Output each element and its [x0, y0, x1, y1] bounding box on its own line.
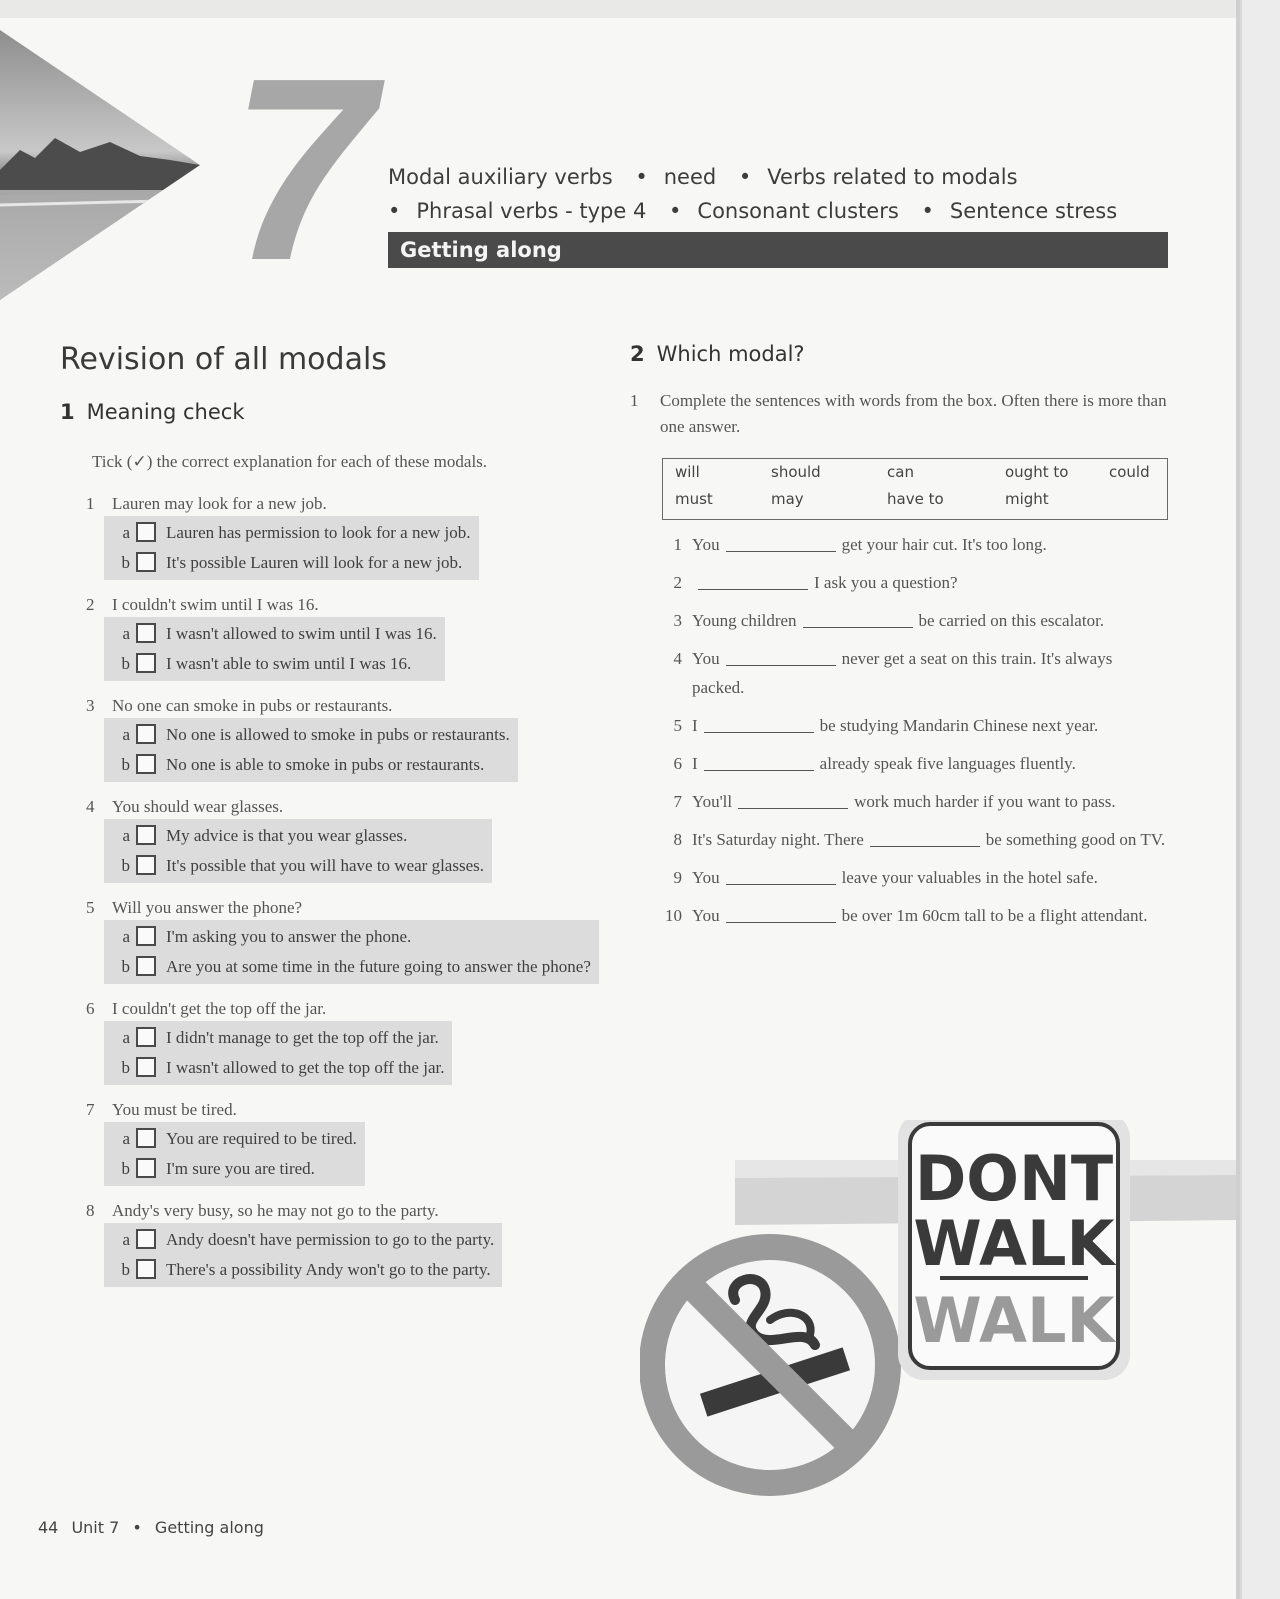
option-text: No one is allowed to smoke in pubs or restaurants. — [166, 725, 510, 744]
meaning-check-item — [82, 795, 612, 883]
sentence-before: You — [692, 535, 720, 554]
sign-dont-text: DONT — [914, 1142, 1114, 1215]
sentence-after: be something good on TV. — [985, 830, 1166, 849]
item-number: 1 — [86, 494, 95, 513]
sentence-text — [692, 863, 1098, 892]
word-box-item: have to — [887, 490, 944, 508]
option-b — [110, 649, 437, 679]
option-b — [110, 952, 591, 982]
sign-walk-alt-text: WALK — [913, 1284, 1115, 1357]
word-box-item: ought to — [1005, 463, 1069, 481]
meaning-check-item — [82, 1098, 612, 1186]
option-b — [110, 1154, 357, 1184]
sentence-number: 4 — [673, 649, 682, 668]
option-letter: a — [122, 624, 130, 643]
sentence-number: 1 — [673, 535, 682, 554]
topics-row-1 — [388, 160, 1168, 194]
instruction-text: Complete the sentences with words from the box. Often there is more than one answer. — [660, 391, 1167, 436]
option-letter: b — [121, 1058, 130, 1077]
option-letter: a — [122, 1028, 130, 1047]
option-letter: b — [121, 856, 130, 875]
item-options — [104, 617, 445, 681]
sentence-number: 10 — [665, 906, 682, 925]
option-a — [110, 821, 484, 851]
option-b — [110, 851, 484, 881]
topic-item: need — [663, 165, 717, 189]
option-letter: b — [121, 1260, 130, 1279]
sentence-number: 7 — [673, 792, 682, 811]
option-letter: b — [121, 755, 130, 774]
sentence-before: I — [692, 716, 698, 735]
option-text: Lauren has permission to look for a new job. — [166, 523, 471, 542]
sentence-text — [692, 825, 1165, 854]
tick-checkbox[interactable] — [136, 1128, 156, 1148]
bullet-icon: • — [738, 165, 752, 189]
gap-sentence — [652, 644, 1168, 702]
word-box-item: may — [771, 490, 804, 508]
item-sentence: I couldn't swim until I was 16. — [112, 595, 319, 614]
sentence-after: already speak five languages fluently. — [819, 754, 1076, 773]
sentence-before: You — [692, 868, 720, 887]
top-margin — [0, 0, 1240, 18]
dont-walk-sign-icon — [898, 1120, 1130, 1380]
item-options — [104, 1223, 502, 1287]
item-stem — [82, 1199, 612, 1223]
bullet-icon: • — [132, 1518, 142, 1537]
item-number: 6 — [86, 999, 95, 1018]
sentence-after: work much harder if you want to pass. — [854, 792, 1116, 811]
topic-item: Verbs related to modals — [767, 165, 1018, 189]
gap-sentence — [652, 606, 1168, 635]
item-sentence: Will you answer the phone? — [112, 898, 303, 917]
option-letter: b — [121, 553, 130, 572]
option-text: I wasn't allowed to swim until I was 16. — [166, 624, 437, 643]
unit-topics — [388, 160, 1168, 228]
gap-sentence — [652, 825, 1168, 854]
exercise-title: Meaning check — [86, 400, 245, 424]
meaning-check-list — [82, 492, 612, 1300]
item-options — [104, 920, 599, 984]
gap-sentence — [652, 863, 1168, 892]
exercise-number: 1 — [60, 400, 75, 424]
option-text: No one is able to smoke in pubs or restaurants. — [166, 755, 485, 774]
option-text: Are you at some time in the future going to answer the phone? — [166, 957, 591, 976]
item-sentence: Lauren may look for a new job. — [112, 494, 327, 513]
exercise-title: Which modal? — [656, 342, 805, 366]
word-box-item: must — [675, 490, 713, 508]
page-footer — [38, 1518, 272, 1537]
tick-checkbox[interactable] — [136, 623, 156, 643]
unit-number: 7 — [230, 25, 375, 315]
option-a — [110, 1124, 357, 1154]
option-letter: a — [122, 1230, 130, 1249]
sentence-number: 6 — [673, 754, 682, 773]
option-text: I didn't manage to get the top off the jar. — [166, 1028, 439, 1047]
item-stem — [82, 492, 612, 516]
answer-blank[interactable] — [704, 718, 814, 733]
option-a — [110, 1023, 444, 1053]
item-number: 2 — [86, 595, 95, 614]
instruction-number: 1 — [630, 391, 639, 410]
gap-sentence — [652, 901, 1168, 930]
answer-blank[interactable] — [803, 613, 913, 628]
item-sentence: Andy's very busy, so he may not go to the party. — [112, 1201, 439, 1220]
sentence-number: 8 — [673, 830, 682, 849]
bullet-icon: • — [388, 199, 401, 223]
item-number: 3 — [86, 696, 95, 715]
word-box-item: could — [1109, 463, 1150, 481]
exercise-2-heading — [630, 342, 805, 366]
sentence-after: leave your valuables in the hotel safe. — [841, 868, 1098, 887]
option-a — [110, 922, 591, 952]
gap-sentence — [652, 749, 1168, 778]
option-text: I wasn't able to swim until I was 16. — [166, 654, 412, 673]
sentence-text — [692, 530, 1047, 559]
sentence-text — [692, 901, 1148, 930]
answer-blank[interactable] — [704, 756, 814, 771]
sentence-number: 5 — [673, 716, 682, 735]
tick-checkbox[interactable] — [136, 1229, 156, 1249]
footer-title: Getting along — [154, 1518, 264, 1537]
sentence-after: be carried on this escalator. — [918, 611, 1105, 630]
option-text: I wasn't allowed to get the top off the jar. — [166, 1058, 445, 1077]
answer-blank[interactable] — [698, 575, 808, 590]
tick-checkbox[interactable] — [136, 926, 156, 946]
item-sentence: You must be tired. — [112, 1100, 237, 1119]
option-letter: b — [121, 957, 130, 976]
option-a — [110, 518, 471, 548]
tick-checkbox[interactable] — [136, 754, 156, 774]
answer-blank[interactable] — [726, 537, 836, 552]
book-spine — [1236, 0, 1240, 1599]
unit-title-bar: Getting along — [388, 232, 1168, 268]
item-stem — [82, 795, 612, 819]
word-box-item: might — [1005, 490, 1049, 508]
meaning-check-item — [82, 492, 612, 580]
option-text: I'm sure you are tired. — [166, 1159, 315, 1178]
item-options — [104, 1122, 365, 1186]
meaning-check-item — [82, 997, 612, 1085]
topics-row-2 — [388, 194, 1168, 228]
exercise-number: 2 — [630, 342, 645, 366]
item-stem — [82, 694, 612, 718]
item-stem — [82, 896, 612, 920]
meaning-check-item — [82, 694, 612, 782]
sentence-number: 9 — [673, 868, 682, 887]
option-letter: a — [122, 523, 130, 542]
tick-checkbox[interactable] — [136, 1057, 156, 1077]
option-b — [110, 548, 471, 578]
sentence-after: be studying Mandarin Chinese next year. — [819, 716, 1099, 735]
sentence-text — [692, 787, 1116, 816]
gap-sentence — [652, 787, 1168, 816]
gap-fill-sentences — [652, 530, 1168, 939]
word-box-item: will — [675, 463, 700, 481]
sentence-before: I — [692, 754, 698, 773]
page-number: 44 — [38, 1518, 59, 1537]
sentence-text — [692, 711, 1098, 740]
topic-item: Phrasal verbs - type 4 — [416, 199, 647, 223]
item-options — [104, 718, 518, 782]
exercise-1-heading — [60, 400, 244, 424]
footer-unit: Unit 7 — [71, 1518, 120, 1537]
item-sentence: No one can smoke in pubs or restaurants. — [112, 696, 393, 715]
answer-blank[interactable] — [870, 832, 980, 847]
sentence-after: never get a seat on this train. It's always packed. — [692, 649, 1113, 697]
option-text: My advice is that you wear glasses. — [166, 826, 408, 845]
tick-checkbox[interactable] — [136, 724, 156, 744]
item-sentence: I couldn't get the top off the jar. — [112, 999, 327, 1018]
sentence-after: I ask you a question? — [814, 573, 958, 592]
sentence-text — [692, 749, 1076, 778]
answer-blank[interactable] — [726, 870, 836, 885]
word-box — [662, 458, 1168, 520]
option-letter: a — [122, 826, 130, 845]
tick-checkbox[interactable] — [136, 855, 156, 875]
topic-item: Modal auxiliary verbs — [388, 165, 613, 189]
meaning-check-item — [82, 1199, 612, 1287]
gap-sentence — [652, 530, 1168, 559]
option-text: It's possible that you will have to wear glasses. — [166, 856, 484, 875]
word-box-item: should — [771, 463, 821, 481]
item-options — [104, 819, 492, 883]
item-stem — [82, 1098, 612, 1122]
sentence-after: be over 1m 60cm tall to be a flight attendant. — [841, 906, 1148, 925]
option-text: I'm asking you to answer the phone. — [166, 927, 412, 946]
no-smoking-sign-icon — [642, 1237, 898, 1493]
tick-checkbox[interactable] — [136, 1158, 156, 1178]
option-text: You are required to be tired. — [166, 1129, 357, 1148]
sentence-before: It's Saturday night. There — [692, 830, 864, 849]
answer-blank[interactable] — [738, 794, 848, 809]
option-text: Andy doesn't have permission to go to the party. — [166, 1230, 495, 1249]
item-number: 5 — [86, 898, 95, 917]
sentence-before: You'll — [692, 792, 733, 811]
tick-checkbox[interactable] — [136, 1027, 156, 1047]
tick-checkbox[interactable] — [136, 1259, 156, 1279]
answer-blank[interactable] — [726, 908, 836, 923]
sentence-text — [692, 568, 958, 597]
sentence-number: 2 — [673, 573, 682, 592]
item-number: 7 — [86, 1100, 95, 1119]
bullet-icon: • — [635, 165, 648, 189]
word-box-item: can — [887, 463, 914, 481]
tick-checkbox[interactable] — [136, 653, 156, 673]
sentence-after: get your hair cut. It's too long. — [841, 535, 1047, 554]
gap-sentence — [652, 568, 1168, 597]
bullet-icon: • — [921, 199, 934, 223]
item-stem — [82, 593, 612, 617]
tick-checkbox[interactable] — [136, 522, 156, 542]
sentence-text — [692, 606, 1104, 635]
option-a — [110, 720, 510, 750]
item-options — [104, 516, 479, 580]
option-b — [110, 1053, 444, 1083]
exercise-2-instruction — [630, 388, 1170, 440]
sentence-before: Young children — [692, 611, 797, 630]
signs-illustration — [640, 1120, 1240, 1599]
option-text: It's possible Lauren will look for a new job. — [166, 553, 463, 572]
sentence-before: You — [692, 906, 720, 925]
tick-checkbox[interactable] — [136, 956, 156, 976]
item-options — [104, 1021, 452, 1085]
header-photo — [0, 30, 200, 300]
tick-checkbox[interactable] — [136, 552, 156, 572]
bullet-icon: • — [669, 199, 682, 223]
option-letter: a — [122, 1129, 130, 1148]
tick-checkbox[interactable] — [136, 825, 156, 845]
option-letter: b — [121, 654, 130, 673]
option-b — [110, 1255, 494, 1285]
sentence-text — [692, 644, 1168, 702]
sentence-number: 3 — [673, 611, 682, 630]
option-text: There's a possibility Andy won't go to the party. — [166, 1260, 491, 1279]
exercise-1-instruction: Tick (✓) the correct explanation for each of these modals. — [92, 452, 488, 471]
item-number: 8 — [86, 1201, 95, 1220]
sentence-before: You — [692, 649, 720, 668]
meaning-check-item — [82, 593, 612, 681]
option-a — [110, 619, 437, 649]
item-stem — [82, 997, 612, 1021]
option-b — [110, 750, 510, 780]
option-a — [110, 1225, 494, 1255]
sign-walk-text: WALK — [913, 1207, 1115, 1280]
topic-item: Sentence stress — [949, 199, 1118, 223]
answer-blank[interactable] — [726, 651, 836, 666]
item-number: 4 — [86, 797, 95, 816]
gap-sentence — [652, 711, 1168, 740]
topic-item: Consonant clusters — [697, 199, 899, 223]
meaning-check-item — [82, 896, 612, 984]
section-title: Revision of all modals — [60, 342, 387, 377]
item-sentence: You should wear glasses. — [112, 797, 284, 816]
option-letter: a — [122, 927, 130, 946]
option-letter: a — [122, 725, 130, 744]
option-letter: b — [121, 1159, 130, 1178]
